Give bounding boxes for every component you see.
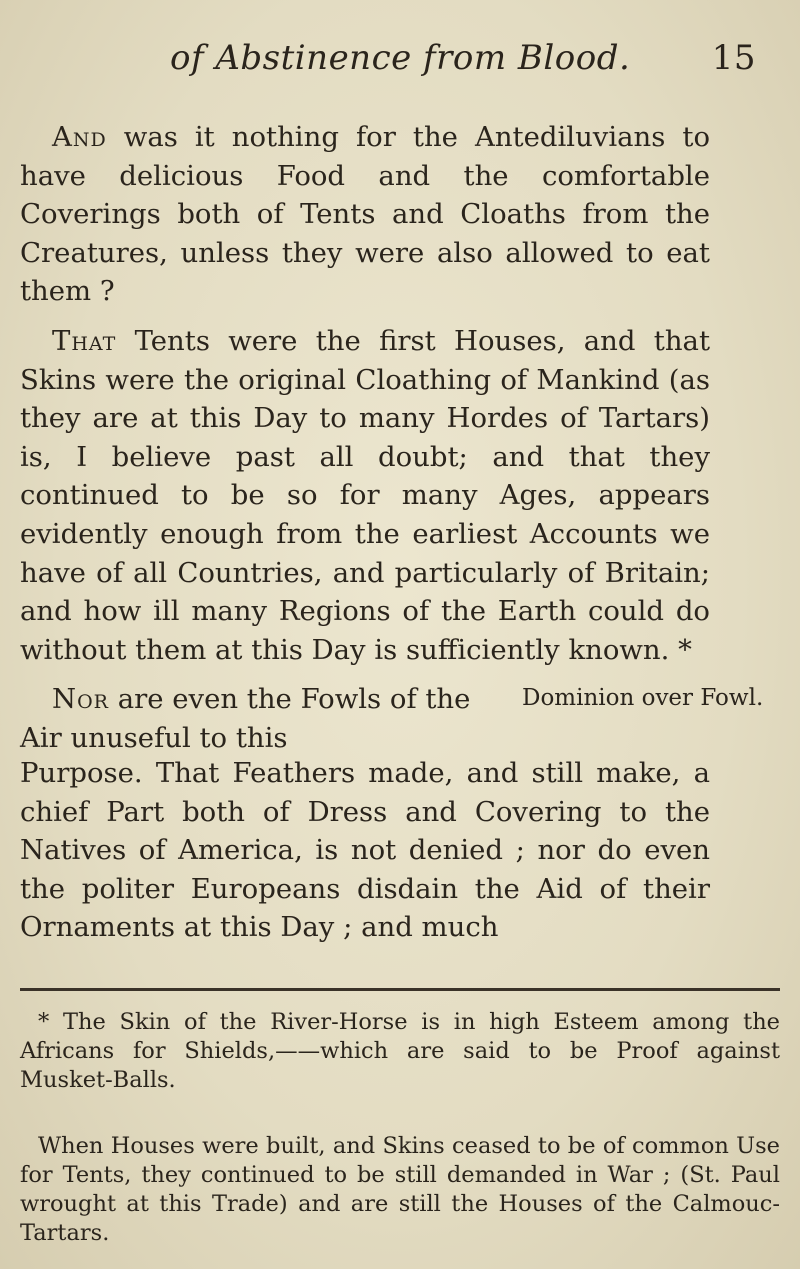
running-header: [170, 38, 770, 78]
marginal-note: Dominion over Fowl.: [522, 685, 764, 711]
paragraph-3-text-a: are even the Fowls of the Air unuseful to this: [20, 683, 471, 754]
page-number: 15: [711, 38, 756, 78]
footnote-2-text: When Houses were built, and Skins ceased to be of common Use for Tents, they continued to be still demanded in War ; (St. Paul wrought at this Trade) and are still the Houses of the Calmouc-Tartars.: [20, 1133, 780, 1246]
paragraph-1: [20, 118, 710, 311]
footnote-divider: [20, 988, 780, 991]
footnote-1-text: * The Skin of the River-Horse is in high Esteem among the Africans for Shields,——which are said to be Proof against Musket-Balls.: [20, 1009, 780, 1093]
paragraph-3-start: [20, 680, 520, 757]
paragraph-3-continued: [20, 754, 710, 947]
paragraph-2-lead: That: [52, 325, 117, 357]
paragraph-3-lead: Nor: [52, 683, 109, 715]
paragraph-2: [20, 322, 710, 669]
paragraph-2-text: Tents were the first Houses, and that Skins were the original Cloathing of Mankind (as they are at this Day to many Hordes of Tartars) is, I believe past all doubt; and that they continued to be so for many Ages, appears evidently enough from the earliest Accounts we have of all Countries, and particularly of Britain; and how ill many Regions of the Earth could do without them at this Day is sufficiently known. *: [20, 325, 710, 666]
footnote-1: [20, 1008, 780, 1095]
paragraph-3-text-b: Purpose. That Feathers made, and still make, a chief Part both of Dress and Covering to the Natives of America, is not denied ; nor do even the politer Europeans disdain the Aid of their Ornaments at this Day ; and much: [20, 757, 710, 944]
paragraph-1-lead: And: [52, 121, 107, 153]
footnote-2: [20, 1132, 780, 1248]
running-title: of Abstinence from Blood.: [170, 38, 631, 78]
paragraph-1-text: was it nothing for the Antediluvians to have delicious Food and the comfortable Coverings both of Tents and Cloaths from the Creatures, unless they were also allowed to eat them ?: [20, 121, 711, 308]
